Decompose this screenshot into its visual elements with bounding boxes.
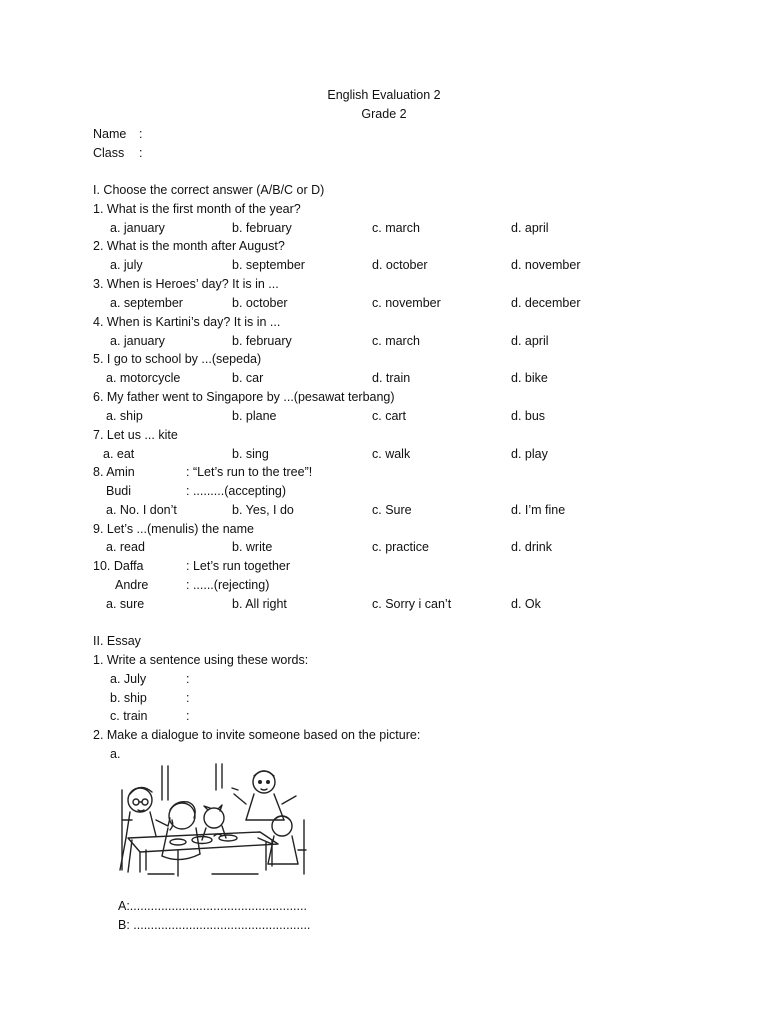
name-colon: : <box>139 127 143 141</box>
q10-option-d: d. Ok <box>511 597 541 611</box>
q2-option-b: b. september <box>232 258 305 272</box>
question-10: 10. Daffa <box>93 559 144 573</box>
essay-question-1: 1. Write a sentence using these words: <box>93 653 309 667</box>
q7-option-c: c. walk <box>372 447 411 461</box>
question-9: 9. Let’s ...(menulis) the name <box>93 522 254 536</box>
q7-option-a: a. eat <box>103 447 135 461</box>
q2-option-d: d. november <box>511 258 581 272</box>
q5-option-d: d. bike <box>511 371 548 385</box>
q9-option-d: d. drink <box>511 540 552 554</box>
q8-option-c: c. Sure <box>372 503 412 517</box>
q3-option-d: d. december <box>511 296 581 310</box>
q7-option-d: d. play <box>511 447 548 461</box>
q3-option-b: b. october <box>232 296 288 310</box>
question-5: 5. I go to school by ...(sepeda) <box>93 352 262 366</box>
q4-option-a: a. january <box>110 334 165 348</box>
q6-option-a: a. ship <box>106 409 143 423</box>
dialogue-line-b: B: ................................................... <box>118 918 311 932</box>
question-7: 7. Let us ... kite <box>93 428 178 442</box>
q5-option-c: d. train <box>372 371 411 385</box>
dialogue-line-a: A:................................................... <box>118 899 307 913</box>
class-colon: : <box>139 146 143 160</box>
q10-reply-line: : ......(rejecting) <box>186 578 270 592</box>
q4-option-d: d. april <box>511 334 549 348</box>
q6-option-b: b. plane <box>232 409 277 423</box>
q4-option-c: c. march <box>372 334 420 348</box>
q10-option-b: b. All right <box>232 597 287 611</box>
q10-reply-name: Andre <box>115 578 149 592</box>
q6-option-c: c. cart <box>372 409 407 423</box>
q8-reply-line: : .........(accepting) <box>186 484 287 498</box>
essay-word-c: c. train <box>110 709 148 723</box>
q9-option-a: a. read <box>106 540 145 554</box>
question-3: 3. When is Heroes’ day? It is in ... <box>93 277 279 291</box>
q9-option-b: b. write <box>232 540 273 554</box>
q6-option-d: d. bus <box>511 409 546 423</box>
q1-option-a: a. january <box>110 221 165 235</box>
question-1: 1. What is the first month of the year? <box>93 202 301 216</box>
q4-option-b: b. february <box>232 334 292 348</box>
q7-option-b: b. sing <box>232 447 269 461</box>
q2-option-a: a. july <box>110 258 143 272</box>
q8-reply-name: Budi <box>106 484 132 498</box>
question-8: 8. Amin <box>93 465 135 479</box>
document-title: English Evaluation 2 <box>327 88 441 102</box>
q8-option-a: a. No. I don’t <box>106 503 177 517</box>
q10-speaker-line: : Let’s run together <box>186 559 291 573</box>
q1-option-d: d. april <box>511 221 549 235</box>
essay-question-2: 2. Make a dialogue to invite someone based on the picture: <box>93 728 421 742</box>
essay-word-a-colon: : <box>186 672 190 686</box>
question-2: 2. What is the month after August? <box>93 239 285 253</box>
essay-word-b: b. ship <box>110 691 147 705</box>
class-label: Class <box>93 146 125 160</box>
q8-option-d: d. I’m fine <box>511 503 566 517</box>
question-6: 6. My father went to Singapore by ...(pesawat terbang) <box>93 390 395 404</box>
essay-word-a: a. July <box>110 672 147 686</box>
q8-option-b: b. Yes, I do <box>232 503 294 517</box>
q10-option-c: c. Sorry i can’t <box>372 597 452 611</box>
essay-word-b-colon: : <box>186 691 190 705</box>
family-dinner-illustration <box>118 760 310 878</box>
q5-option-b: b. car <box>232 371 264 385</box>
q10-option-a: a. sure <box>106 597 145 611</box>
name-label: Name <box>93 127 127 141</box>
q8-speaker-line: : “Let’s run to the tree”! <box>186 465 313 479</box>
section2-heading: II. Essay <box>93 634 141 648</box>
question-4: 4. When is Kartini’s day? It is in ... <box>93 315 281 329</box>
section1-heading: I. Choose the correct answer (A/B/C or D) <box>93 183 325 197</box>
q5-option-a: a. motorcycle <box>106 371 181 385</box>
q9-option-c: c. practice <box>372 540 429 554</box>
q2-option-c: d. october <box>372 258 428 272</box>
q3-option-a: a. september <box>110 296 183 310</box>
picture-label: a. <box>110 747 121 761</box>
q3-option-c: c. november <box>372 296 441 310</box>
q1-option-c: c. march <box>372 221 420 235</box>
essay-word-c-colon: : <box>186 709 190 723</box>
q1-option-b: b. february <box>232 221 292 235</box>
document-grade: Grade 2 <box>361 107 407 121</box>
